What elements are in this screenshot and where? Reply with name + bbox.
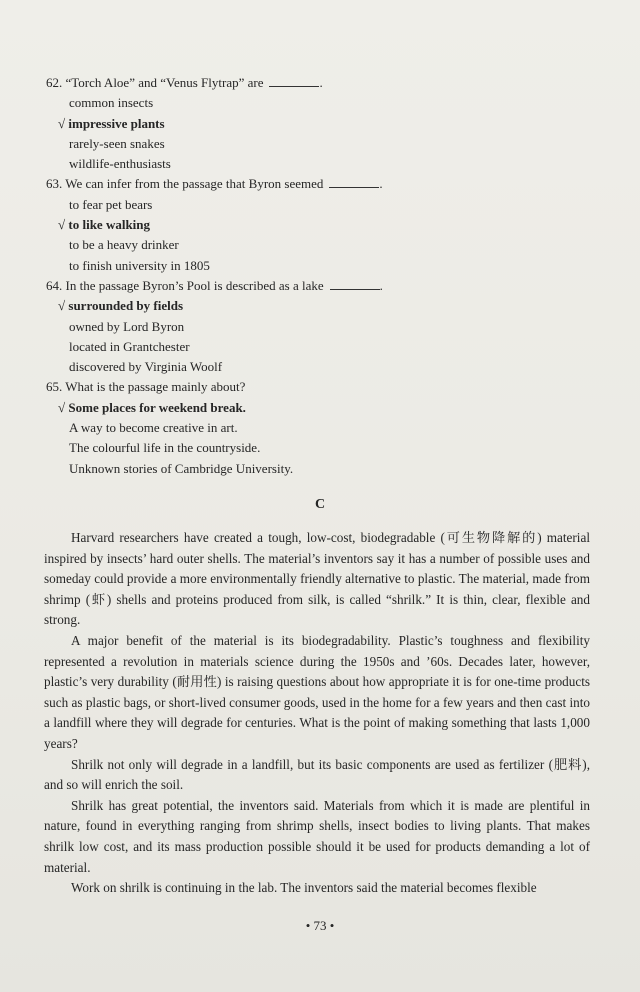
option: wildlife-enthusiasts xyxy=(69,156,171,172)
option: to be a heavy drinker xyxy=(69,237,179,253)
answer-blank xyxy=(330,279,380,290)
question-65 xyxy=(46,377,446,478)
question-stem: 64. In the passage Byron’s Pool is described as a lake xyxy=(46,277,324,293)
option: A way to become creative in art. xyxy=(69,420,238,436)
paragraph: Harvard researchers have created a tough, low-cost, biodegradable (可生物降解的) material inspired by insects’ hard outer shells. The material’s inventors say it has a number of possible uses and someday could provide a more environmentally friendly alternative to plastic. The material, made from shrimp (虾) shells and proteins produced from silk, is called “shrilk.” It is thin, clear, flexible and strong. xyxy=(44,530,590,628)
option: located in Grantchester xyxy=(69,338,190,354)
paragraph: Work on shrilk is continuing in the lab. The inventors said the material becomes flexible xyxy=(71,880,537,896)
question-64: 64. In the passage Byron’s Pool is described as a lake . √ surrounded by fields owned by Lord Byron located in Grantchester discovered by Virginia Woolf xyxy=(46,276,446,377)
paragraph: Shrilk has great potential, the inventors said. Materials from which it is made are plentiful in nature, found in everything ranging from shrimp shells, insect bodies to living plants. That makes shrilk low cost, and its mass production possible should it be used for products demanding a lot of material. xyxy=(44,797,590,875)
option-correct: √ Some places for weekend break. xyxy=(58,399,246,415)
option: discovered by Virginia Woolf xyxy=(69,359,223,375)
option: Unknown stories of Cambridge University. xyxy=(69,460,294,476)
reading-passage xyxy=(44,528,590,899)
question-63: 63. We can infer from the passage that Byron seemed . to fear pet bears √ to like walking to be a heavy drinker to finish university in 1805 xyxy=(46,174,446,275)
option-correct: √ surrounded by fields xyxy=(58,298,184,314)
option-correct: √ to like walking xyxy=(58,217,151,233)
option-correct: √ impressive plants xyxy=(58,115,165,131)
option: to fear pet bears xyxy=(69,196,153,212)
option: to finish university in 1805 xyxy=(69,257,210,273)
question-stem: 65. What is the passage mainly about? xyxy=(46,379,246,395)
question-stem: 63. We can infer from the passage that Byron seemed xyxy=(46,176,324,192)
section-title: C xyxy=(314,497,326,512)
option: common insects xyxy=(69,95,154,111)
question-stem: 62. “Torch Aloe” and “Venus Flytrap” are xyxy=(46,75,264,90)
option: rarely-seen snakes xyxy=(69,135,165,151)
answer-blank xyxy=(329,177,379,188)
paragraph: A major benefit of the material is its biodegradability. Plastic’s toughness and flexibility represented a revolution in materials science during the 1950s and ’60s. Decades later, however, plastic’s very durability (耐用性) is raising questions about how appropriate it is for one-time products such as plastic bags, or short-lived consumer goods, used in the home for a few years and then cast into a landfill where they will degrade for centuries. What is the point of making something that lasts 1,000 years? xyxy=(44,632,590,751)
paragraph: Shrilk not only will degrade in a landfill, but its basic components are used as fertilizer (肥料), and so will enrich the soil. xyxy=(44,756,590,793)
option: The colourful life in the countryside. xyxy=(69,440,261,456)
page-number: • 73 • xyxy=(305,918,335,933)
option: owned by Lord Byron xyxy=(69,318,185,334)
question-62: 62. “Torch Aloe” and “Venus Flytrap” are . common insects √ impressive plants rarely-seen snakes wildlife-enthusiasts xyxy=(46,73,446,174)
answer-blank xyxy=(269,76,319,87)
question-list xyxy=(46,73,446,479)
